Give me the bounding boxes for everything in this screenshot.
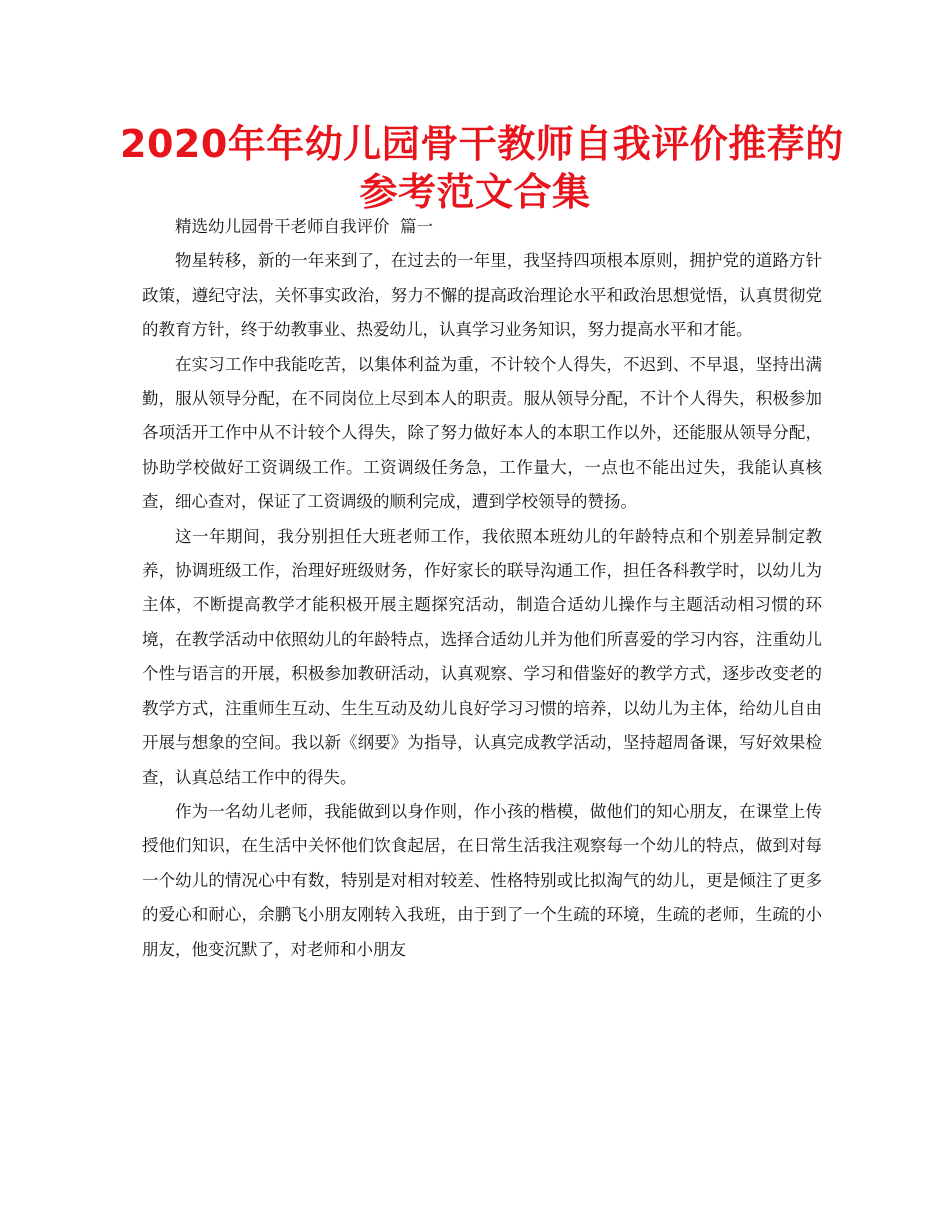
document-title-line-1: 2020年年幼儿园骨干教师自我评价推荐的 xyxy=(120,122,844,166)
paragraph-3: 这一年期间，我分别担任大班老师工作，我依照本班幼儿的年龄特点和个别差异制定教养，协调班级工作，治理好班级财务，作好家长的联导沟通工作，担任各科教学时，以幼儿为主体，不断提高教学才能积极开展主题探究活动，制造合适幼儿操作与主题活动相习惯的环境，在教学活动中依照幼儿的年龄特点，选择合适幼儿并为他们所喜爱的学习内容，注重幼儿个性与语言的开展，积极参加教研活动，认真观察、学习和借鉴好的教学方式，逐步改变老的教学方式，注重师生互动、生生互动及幼儿良好学习习惯的培养，以幼儿为主体，给幼儿自由开展与想象的空间。我以新《纲要》为指导，认真完成教学活动，坚持超周备课，写好效果检查，认真总结工作中的得失。 xyxy=(142,526,822,787)
section-heading: 精选幼儿园骨干老师自我评价 篇一 xyxy=(175,217,433,236)
document-title-line-2: 参考范文合集 xyxy=(359,170,591,214)
document-body xyxy=(142,210,822,967)
paragraph-4: 作为一名幼儿老师，我能做到以身作则，作小孩的楷模，做他们的知心朋友，在课堂上传授他们知识，在生活中关怀他们饮食起居，在日常生活我注观察每一个幼儿的特点，做到对每一个幼儿的情况心中有数，特别是对相对较差、性格特别或比拟淘气的幼儿，更是倾注了更多的爱心和耐心，余鹏飞小朋友刚转入我班，由于到了一个生疏的环境，生疏的老师，生疏的小朋友，他变沉默了，对老师和小朋友 xyxy=(142,801,822,959)
paragraph-2: 在实习工作中我能吃苦，以集体利益为重，不计较个人得失，不迟到、不早退，坚持出满勤，服从领导分配，在不同岗位上尽到本人的职责。服从领导分配，不计个人得失，积极参加各项活开工作中从不计较个人得失，除了努力做好本人的本职工作以外，还能服从领导分配，协助学校做好工资调级工作。工资调级任务急，工作量大，一点也不能出过失，我能认真核查，细心查对，保证了工资调级的顺利完成，遭到学校领导的赞扬。 xyxy=(142,354,822,512)
paragraph-1: 物星转移，新的一年来到了，在过去的一年里，我坚持四项根本原则，拥护党的道路方针政策，遵纪守法，关怀事实政治，努力不懈的提高政治理论水平和政治思想觉悟，认真贯彻党的教育方针，终于幼教事业、热爱幼儿，认真学习业务知识，努力提高水平和才能。 xyxy=(142,251,822,340)
